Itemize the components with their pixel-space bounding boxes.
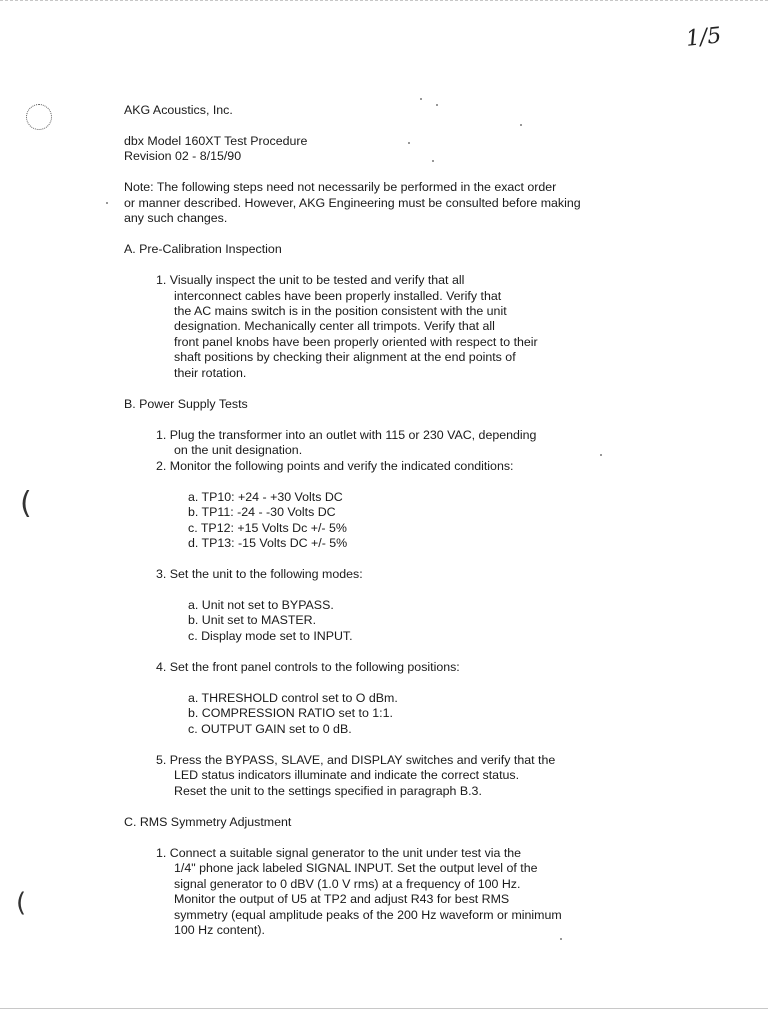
note-line: Note: The following steps need not necessarily be performed in the exact order (124, 180, 557, 194)
note-line: or manner described. However, AKG Engineering must be consulted before making (124, 196, 581, 210)
section-heading: C. RMS Symmetry Adjustment (124, 815, 292, 829)
scan-speck (420, 98, 422, 100)
sub-item: c. OUTPUT GAIN set to 0 dB. (188, 722, 352, 736)
sub-item: b. TP11: -24 - -30 Volts DC (188, 505, 336, 519)
step-text: on the unit designation. (174, 443, 303, 457)
punch-hole-mark (26, 104, 52, 130)
step-text: 2. Monitor the following points and verify the indicated conditions: (156, 459, 514, 473)
scan-speck (436, 104, 438, 106)
revision-line: Revision 02 - 8/15/90 (124, 149, 242, 163)
document-title: dbx Model 160XT Test Procedure (124, 134, 308, 148)
scan-speck (408, 142, 410, 144)
step-text: designation. Mechanically center all trimpots. Verify that all (174, 319, 495, 333)
step-text: Reset the unit to the settings specified in paragraph B.3. (174, 784, 482, 798)
step-text: 1. Plug the transformer into an outlet with 115 or 230 VAC, depending (156, 428, 537, 442)
section-heading: B. Power Supply Tests (124, 397, 248, 411)
section-heading: A. Pre-Calibration Inspection (124, 242, 282, 256)
scan-speck (432, 160, 434, 162)
sub-item: a. THRESHOLD control set to O dBm. (188, 691, 398, 705)
step-text: front panel knobs have been properly oriented with respect to their (174, 335, 538, 349)
step-text: 4. Set the front panel controls to the following positions: (156, 660, 460, 674)
page-mark: 1/5 (684, 23, 723, 52)
step-text: LED status indicators illuminate and indicate the correct status. (174, 768, 520, 782)
sub-item: d. TP13: -15 Volts DC +/- 5% (188, 536, 348, 550)
scan-speck (520, 124, 522, 126)
sub-item: a. Unit not set to BYPASS. (188, 598, 334, 612)
step-text: 100 Hz content). (174, 923, 265, 937)
step-text: 5. Press the BYPASS, SLAVE, and DISPLAY switches and verify that the (156, 753, 556, 767)
step-text: Monitor the output of U5 at TP2 and adjust R43 for best RMS (174, 892, 510, 906)
scan-speck (560, 938, 562, 940)
sub-item: b. Unit set to MASTER. (188, 613, 317, 627)
step-text: symmetry (equal amplitude peaks of the 200 Hz waveform or minimum (174, 908, 562, 922)
punch-hole-mark-left-lower: ( (16, 888, 27, 918)
step-text: the AC mains switch is in the position consistent with the unit (174, 304, 507, 318)
sub-item: c. Display mode set to INPUT. (188, 629, 353, 643)
note-line: any such changes. (124, 211, 228, 225)
step-text: 1/4" phone jack labeled SIGNAL INPUT. Set the output level of the (174, 861, 538, 875)
step-text: 1. Connect a suitable signal generator to the unit under test via the (156, 846, 522, 860)
step-text: 1. Visually inspect the unit to be tested and verify that all (156, 273, 465, 287)
scan-top-edge (0, 0, 768, 7)
scan-speck (106, 202, 108, 204)
scan-bottom-edge (0, 1008, 768, 1009)
scan-speck (600, 454, 602, 456)
sub-item: c. TP12: +15 Volts Dc +/- 5% (188, 521, 347, 535)
step-text: 3. Set the unit to the following modes: (156, 567, 363, 581)
sub-item: b. COMPRESSION RATIO set to 1:1. (188, 706, 393, 720)
sub-item: a. TP10: +24 - +30 Volts DC (188, 490, 343, 504)
step-text: shaft positions by checking their alignment at the end points of (174, 350, 516, 364)
step-text: interconnect cables have been properly installed. Verify that (174, 289, 502, 303)
company-name: AKG Acoustics, Inc. (124, 103, 233, 117)
step-text: signal generator to 0 dBV (1.0 V rms) at a frequency of 100 Hz. (174, 877, 521, 891)
step-text: their rotation. (174, 366, 247, 380)
punch-hole-mark-left: ( (20, 486, 32, 521)
